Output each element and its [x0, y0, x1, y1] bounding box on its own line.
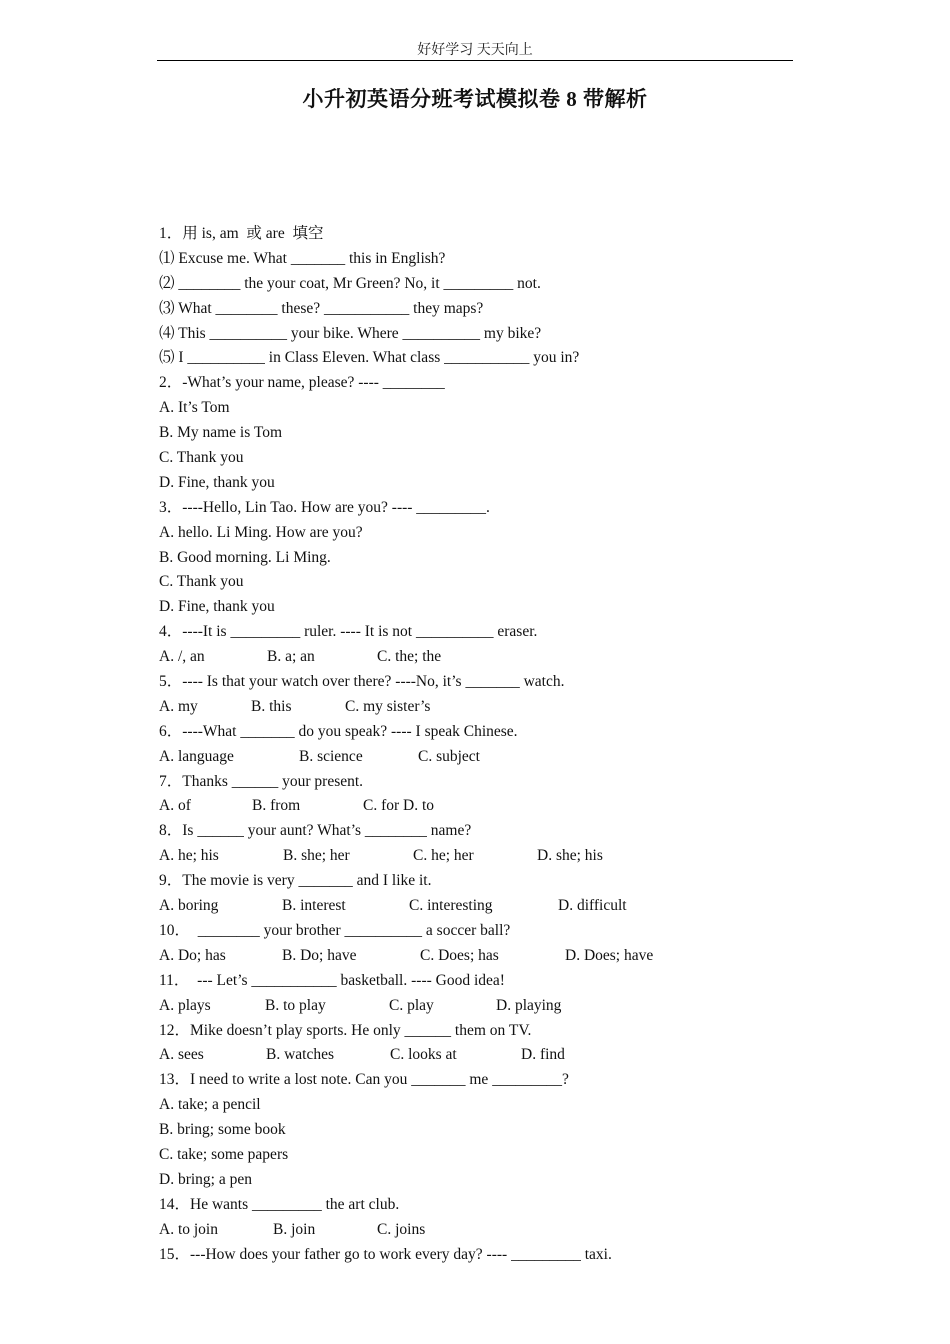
option: D. Fine, thank you: [159, 598, 275, 616]
question-stem: 14．He wants _________ the art club.: [159, 1195, 400, 1213]
option: D. bring; a pen: [159, 1170, 252, 1188]
option: C. joins: [377, 1220, 426, 1238]
option: C. play: [389, 996, 434, 1014]
option: A. sees: [159, 1046, 204, 1064]
option: D. she; his: [537, 847, 603, 865]
option: A. plays: [159, 996, 211, 1014]
question-stem: 5．---- Is that your watch over there? ----No, it’s _______ watch.: [159, 673, 565, 691]
option: D. playing: [496, 996, 562, 1014]
option: B. bring; some book: [159, 1121, 286, 1139]
question-stem: 11． --- Let’s ___________ basketball. ---- Good idea!: [159, 971, 505, 989]
sub-question: ⑶ What ________ these? ___________ they maps?: [159, 299, 484, 317]
option-row: [159, 894, 799, 919]
option: C. looks at: [390, 1046, 457, 1064]
option: A. Do; has: [159, 946, 226, 964]
question-stem: 9．The movie is very _______ and I like it.: [159, 872, 432, 890]
option: A. boring: [159, 897, 219, 915]
option: A. /, an: [159, 648, 205, 666]
sub-question: ⑸ I __________ in Class Eleven. What class ___________ you in?: [159, 349, 580, 367]
page-title: 小升初英语分班考试模拟卷 8 带解析: [302, 87, 648, 111]
option: C. Thank you: [159, 449, 244, 467]
option: D. find: [521, 1046, 565, 1064]
option-row: [159, 944, 799, 969]
option-row: [159, 994, 799, 1019]
option: B. this: [251, 697, 292, 715]
option-row: [159, 645, 799, 670]
option: B. join: [273, 1220, 316, 1238]
option: C. Does; has: [420, 946, 499, 964]
question-list: [159, 222, 799, 1267]
option: C. Thank you: [159, 573, 244, 591]
option: A. he; his: [159, 847, 219, 865]
page-header: 好好学习 天天向上: [417, 43, 533, 58]
option: D. difficult: [558, 897, 627, 915]
question-stem: 1．用 is, am 或 are 填空: [159, 225, 324, 242]
question-stem: 6．----What _______ do you speak? ---- I speak Chinese.: [159, 722, 518, 740]
option: D. Does; have: [565, 946, 654, 964]
option-row: [159, 745, 799, 770]
option: A. of: [159, 797, 191, 815]
header-divider: [157, 60, 793, 61]
question-stem: 12．Mike doesn’t play sports. He only ______ them on TV.: [159, 1021, 532, 1039]
question-stem: 13．I need to write a lost note. Can you _______ me _________?: [159, 1071, 569, 1089]
option-row: [159, 1043, 799, 1068]
question-stem: 2．-What’s your name, please? ---- ________: [159, 374, 445, 392]
question-stem: 8．Is ______ your aunt? What’s ________ name?: [159, 822, 472, 840]
option: A. It’s Tom: [159, 399, 230, 417]
option: C. interesting: [409, 897, 493, 915]
option: B. My name is Tom: [159, 424, 283, 442]
option: B. from: [252, 797, 301, 815]
option: C. take; some papers: [159, 1145, 289, 1163]
sub-question: ⑵ ________ the your coat, Mr Green? No, it _________ not.: [159, 274, 541, 292]
option-row: [159, 794, 799, 819]
option-row: [159, 844, 799, 869]
option: B. she; her: [283, 847, 350, 865]
option: C. he; her: [413, 847, 474, 865]
question-stem: 15．---How does your father go to work every day? ---- _________ taxi.: [159, 1245, 612, 1263]
option: A. to join: [159, 1220, 218, 1238]
question-stem: 4．----It is _________ ruler. ---- It is not __________ eraser.: [159, 623, 538, 641]
option: B. watches: [266, 1046, 335, 1064]
question-stem: 7．Thanks ______ your present.: [159, 772, 364, 790]
option: A. hello. Li Ming. How are you?: [159, 523, 363, 541]
option: B. Do; have: [282, 946, 357, 964]
option: B. interest: [282, 897, 346, 915]
option: C. my sister’s: [345, 697, 431, 715]
sub-question: ⑴ Excuse me. What _______ this in English?: [159, 249, 446, 267]
option: C. subject: [418, 747, 480, 765]
option: B. a; an: [267, 648, 315, 666]
question-stem: 10． ________ your brother __________ a soccer ball?: [159, 921, 511, 939]
sub-question: ⑷ This __________ your bike. Where __________ my bike?: [159, 324, 542, 342]
option: B. Good morning. Li Ming.: [159, 548, 331, 566]
question-stem: 3．----Hello, Lin Tao. How are you? ---- _________.: [159, 498, 490, 516]
option: A. language: [159, 747, 234, 765]
option: C. the; the: [377, 648, 442, 666]
option: C. for D. to: [363, 797, 435, 815]
option-row: [159, 1218, 799, 1243]
option-row: [159, 695, 799, 720]
option: A. my: [159, 697, 198, 715]
option: D. Fine, thank you: [159, 473, 275, 491]
option: A. take; a pencil: [159, 1096, 261, 1114]
option: B. to play: [265, 996, 326, 1014]
option: B. science: [299, 747, 363, 765]
